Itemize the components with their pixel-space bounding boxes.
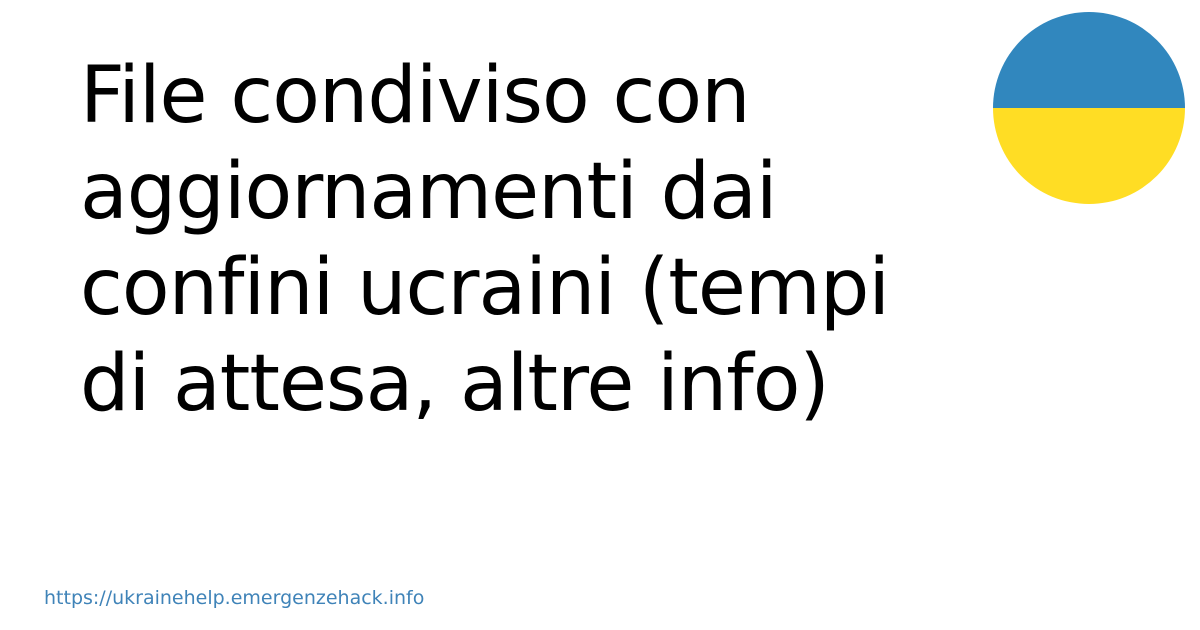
site-url-link[interactable]: https://ukrainehelp.emergenzehack.info xyxy=(44,587,425,609)
page-title: File condiviso con aggiornamenti dai confini ucraini (tempi di attesa, altre info) xyxy=(80,51,889,429)
ukraine-flag-icon xyxy=(993,12,1185,204)
flag-top-band xyxy=(993,12,1185,108)
flag-bottom-band xyxy=(993,108,1185,204)
